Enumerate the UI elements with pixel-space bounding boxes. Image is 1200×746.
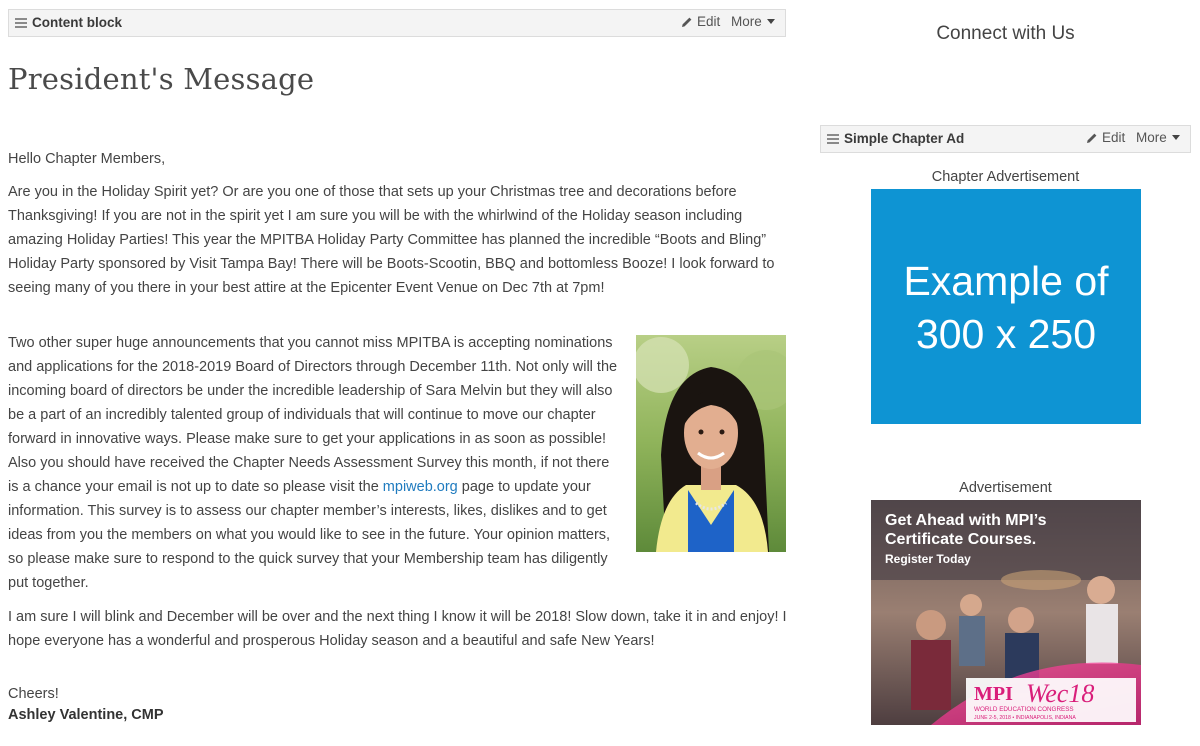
more-dropdown[interactable] bbox=[731, 14, 775, 29]
pencil-icon bbox=[681, 16, 693, 28]
twitter-icon[interactable] bbox=[983, 63, 995, 77]
paragraph-2 bbox=[8, 331, 618, 595]
chapter-ad-label: Chapter Advertisement bbox=[931, 169, 1080, 185]
mpiweb-link[interactable]: mpiweb.org bbox=[382, 479, 458, 495]
caret-down-icon bbox=[767, 19, 775, 24]
chapter-ad-banner[interactable] bbox=[871, 189, 1141, 424]
more-label: More bbox=[731, 14, 762, 29]
president-photo bbox=[636, 335, 786, 552]
ad2-logo-sub-1: WORLD EDUCATION CONGRESS bbox=[974, 706, 1074, 713]
edit-button[interactable] bbox=[1086, 130, 1125, 145]
signature: Ashley Valentine, CMP bbox=[8, 707, 164, 723]
page-title: President's Message bbox=[8, 62, 315, 96]
drag-handle-icon[interactable] bbox=[15, 18, 27, 28]
ad2-cta: Register Today bbox=[885, 552, 971, 566]
instagram-icon[interactable] bbox=[1051, 63, 1063, 77]
chapter-ad-bar bbox=[820, 125, 1191, 153]
ad2-logo-wec: Wec18 bbox=[1026, 679, 1095, 708]
facebook-icon[interactable] bbox=[949, 63, 961, 77]
pencil-icon bbox=[1086, 132, 1098, 144]
chapter-ad-line-2: 300 x 250 bbox=[915, 311, 1097, 357]
ad2-headline-1: Get Ahead with MPI’s bbox=[885, 512, 1047, 529]
chapter-ad-line-1: Example of bbox=[903, 258, 1109, 304]
more-dropdown[interactable] bbox=[1136, 130, 1180, 145]
chapter-ad-block-title: Simple Chapter Ad bbox=[844, 131, 965, 146]
greeting: Hello Chapter Members, bbox=[8, 151, 166, 167]
linkedin-icon[interactable] bbox=[1017, 63, 1029, 77]
edit-label: Edit bbox=[1102, 130, 1126, 145]
caret-down-icon bbox=[1172, 135, 1180, 140]
paragraph-2-text-a: Two other super huge announcements that you cannot miss MPITBA is accepting nominations and applications for the 2018-2019 Board of Directors through December 11th. Not only will the incoming board of directors be under the incredible leadership of Sara Melvin but they will also be a part of an incredibly talented group of individuals that will continue to move our chapter forward in innovative ways. Please make sure to get your applications in as soon as possible! Also you should have received the Chapter Needs Assessment Survey this month, if not there is a chance your email is not up to date so please visit the bbox=[8, 335, 618, 495]
more-label: More bbox=[1136, 130, 1167, 145]
edit-button[interactable] bbox=[681, 14, 720, 29]
paragraph-3: I am sure I will blink and December will be over and the next thing I know it will be 2018! Slow down, take it in and enjoy! I hope everyone has a wonderful and prosperous Holiday season and a beautiful and safe New Years! bbox=[8, 609, 787, 649]
content-block-bar bbox=[8, 9, 786, 37]
edit-label: Edit bbox=[697, 14, 721, 29]
ad2-logo-sub-2: JUNE 2-5, 2018 • INDIANAPOLIS, INDIANA bbox=[974, 715, 1076, 721]
paragraph-2-text-b: page to update your information. This survey is to assess our chapter member’s interests, likes, dislikes and to get ideas from you the members on what you would like to see in the future. Your opinion matters, so please make sure to respond to the quick survey that your Membership team has diligently put together. bbox=[8, 479, 611, 591]
ad2-logo-mpi: MPI bbox=[974, 683, 1013, 705]
connect-title: Connect with Us bbox=[936, 23, 1075, 44]
content-block-title: Content block bbox=[32, 15, 122, 30]
closing: Cheers! bbox=[8, 686, 59, 702]
wec18-ad-banner[interactable] bbox=[871, 500, 1141, 725]
drag-handle-icon[interactable] bbox=[827, 134, 839, 144]
paragraph-1: Are you in the Holiday Spirit yet? Or are you one of those that sets up your Christmas tree and decorations before Thanksgiving! If you are not in the spirit yet I am sure you will be with the whirlwind of the Holiday season including amazing Holiday Parties! This year the MPITBA Holiday Party Committee has planned the incredible “Boots and Bling” Holiday Party sponsored by Visit Tampa Bay! There will be Boots-Scootin, BBQ and bottomless Booze! I look forward to seeing many of you there in your best attire at the Epicenter Event Venue on Dec 7th at 7pm! bbox=[8, 184, 775, 296]
ad2-headline-2: Certificate Courses. bbox=[885, 531, 1037, 548]
advertisement-label: Advertisement bbox=[959, 480, 1052, 496]
